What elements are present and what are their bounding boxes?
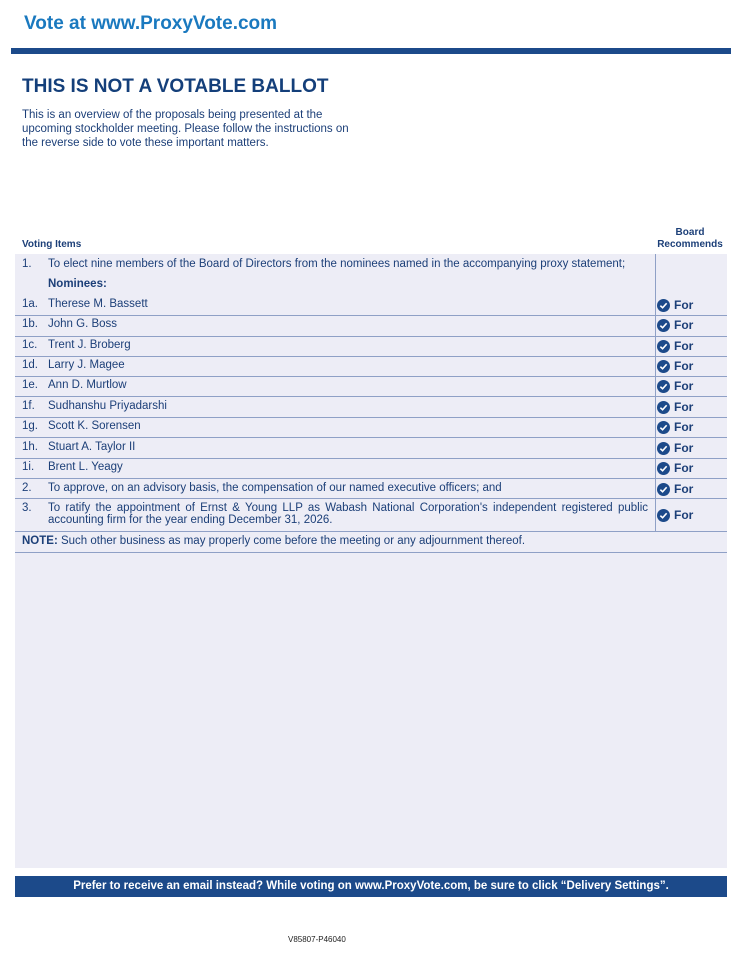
nominee-number: 1i. [22,461,35,473]
board-recommendation [657,359,693,373]
ballot-title: THIS IS NOT A VOTABLE BALLOT [22,76,329,97]
board-recommendation [657,379,693,393]
nominee-name: Stuart A. Taylor II [48,441,136,453]
board-recommendation [657,482,693,496]
recommendation-label: For [674,318,694,332]
nominee-number: 1e. [22,379,38,391]
nominee-name: Larry J. Magee [48,359,125,371]
nominee-row [15,318,727,337]
check-circle-icon [657,360,670,373]
board-recommendation [657,400,693,414]
board-recommendation [657,318,693,332]
nominee-name: John G. Boss [48,318,118,330]
nominee-number: 1f. [22,400,35,412]
check-circle-icon [657,401,670,414]
item-number: 3. [22,502,32,514]
nominee-name: Ann D. Murtlow [48,379,127,391]
recommendation-label: For [674,461,694,475]
recommendation-label: For [674,379,694,393]
nominee-name: Scott K. Sorensen [48,420,141,432]
column-header-board-recommends [655,227,725,251]
item-3-row [15,500,727,532]
column-header-voting-items: Voting Items [22,239,82,250]
board-recommendation [657,461,693,475]
nominee-name: Trent J. Broberg [48,339,131,351]
recommendation-label: For [674,359,694,373]
note-label: NOTE: [22,535,58,547]
check-circle-icon [657,509,670,522]
board-recommendation [657,508,693,522]
recommendation-label: For [674,400,694,414]
item-text: To ratify the appointment of Ernst & Young LLP as Wabash National Corporation's independent registered public accounting firm for the year ending December 31, 2026. [48,502,648,526]
nominee-row [15,461,727,479]
recommendation-label: For [674,441,694,455]
nominee-row [15,441,727,459]
check-circle-icon [657,483,670,496]
board-recommendation [657,441,693,455]
nominees-label: Nominees: [48,278,107,290]
nominees-label-row [15,278,727,296]
nominee-row [15,400,727,418]
item-number: 2. [22,482,32,494]
recommendation-label: For [674,298,694,312]
item-text: To approve, on an advisory basis, the compensation of our named executive officers; and [48,482,502,494]
intro-text: This is an overview of the proposals being presented at the upcoming stockholder meeting. Please follow the instructions on the reverse side to vote these important matters. [22,109,349,149]
note-row [15,531,727,553]
nominee-number: 1d. [22,359,38,371]
nominee-number: 1a. [22,298,38,310]
nominee-number: 1b. [22,318,38,330]
check-circle-icon [657,380,670,393]
nominee-row [15,359,727,377]
nominee-row [15,420,727,438]
nominee-row [15,379,727,397]
recommendation-label: For [674,420,694,434]
delivery-settings-banner: Prefer to receive an email instead? While voting on www.ProxyVote.com, be sure to click “Delivery Settings”. [15,876,727,897]
nominee-row [15,298,727,316]
note-text: Such other business as may properly come before the meeting or any adjournment thereof. [60,535,526,547]
item-2-row [15,482,727,499]
item-1-row [15,258,727,278]
document-code: V85807-P46040 [288,935,346,944]
check-circle-icon [657,462,670,475]
check-circle-icon [657,319,670,332]
board-header-line1: Board [675,227,705,238]
nominee-number: 1g. [22,420,38,432]
nominee-name: Brent L. Yeagy [48,461,123,473]
check-circle-icon [657,442,670,455]
board-recommendation [657,420,693,434]
board-header-line2: Recommends [657,239,723,250]
header-rule [11,48,731,54]
item-number: 1. [22,258,32,270]
item-text: To elect nine members of the Board of Directors from the nominees named in the accompanying proxy statement; [48,258,626,270]
check-circle-icon [657,340,670,353]
board-recommendation [657,339,693,353]
recommendation-label: For [674,482,694,496]
check-circle-icon [657,421,670,434]
nominee-number: 1h. [22,441,38,453]
recommendation-label: For [674,508,694,522]
nominee-number: 1c. [22,339,38,351]
nominee-name: Sudhanshu Priyadarshi [48,400,167,412]
check-circle-icon [657,299,670,312]
header-title: Vote at www.ProxyVote.com [24,13,278,34]
nominee-row [15,339,727,357]
nominee-name: Therese M. Bassett [48,298,148,310]
board-recommendation [657,298,693,312]
recommendation-label: For [674,339,694,353]
